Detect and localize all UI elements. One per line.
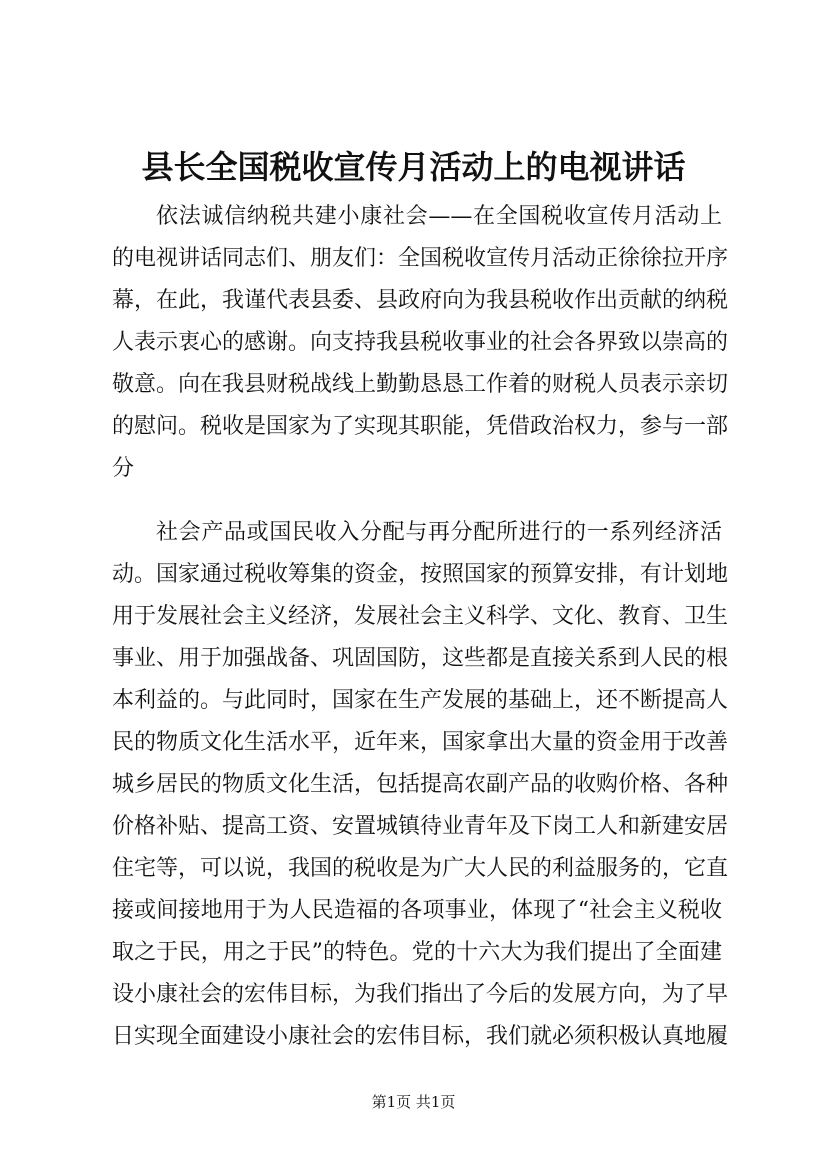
paragraph-gap [112,490,722,512]
text-line: 接或间接地用于为人民造福的各项事业，体现了“社会主义税收 [112,898,722,923]
text-line: 的慰问。税收是国家为了实现其职能，凭借政治权力，参与一部 [112,414,729,439]
text-line: 敬意。向在我县财税战线上勤勤恳恳工作着的财税人员表示亲切 [112,372,729,397]
text-line: 幕，在此，我谨代表县委、县政府向为我县税收作出贡献的纳税 [112,288,729,313]
text-line: 日实现全面建设小康社会的宏伟目标，我们就必须积极认真地履 [112,1024,729,1049]
page-footer: 第1页 共1页 [371,1093,456,1111]
text-line: 取之于民，用之于民”的特色。党的十六大为我们提出了全面建 [112,940,722,965]
text-line: 的电视讲话同志们、朋友们：全国税收宣传月活动正徐徐拉开序 [112,246,729,271]
text-line: 社会产品或国民收入分配与再分配所进行的一系列经济活 [156,520,722,545]
paragraph-1 [112,196,729,490]
text-line: 分 [112,456,135,481]
text-line: 事业、用于加强战备、巩固国防，这些都是直接关系到人民的根 [112,646,729,671]
text-line: 用于发展社会主义经济，发展社会主义科学、文化、教育、卫生 [112,604,729,629]
text-line: 人表示衷心的感谢。向支持我县税收事业的社会各界致以崇高的 [112,330,729,355]
text-line: 本利益的。与此同时，国家在生产发展的基础上，还不断提高人 [112,688,729,713]
paragraph-2 [112,512,729,1058]
text-line: 动。国家通过税收筹集的资金，按照国家的预算安排，有计划地 [112,562,729,587]
text-line: 价格补贴、提高工资、安置城镇待业青年及下岗工人和新建安居 [112,814,729,839]
document-title: 县长全国税收宣传月活动上的电视讲话 [141,148,686,186]
document-body [112,196,729,1058]
text-line: 住宅等，可以说，我国的税收是为广大人民的利益服务的，它直 [112,856,729,881]
text-line: 民的物质文化生活水平，近年来，国家拿出大量的资金用于改善 [112,730,729,755]
text-line: 城乡居民的物质文化生活，包括提高农副产品的收购价格、各种 [112,772,729,797]
text-line: 设小康社会的宏伟目标，为我们指出了今后的发展方向，为了早 [112,982,729,1007]
text-line: 依法诚信纳税共建小康社会——在全国税收宣传月活动上 [156,204,722,229]
